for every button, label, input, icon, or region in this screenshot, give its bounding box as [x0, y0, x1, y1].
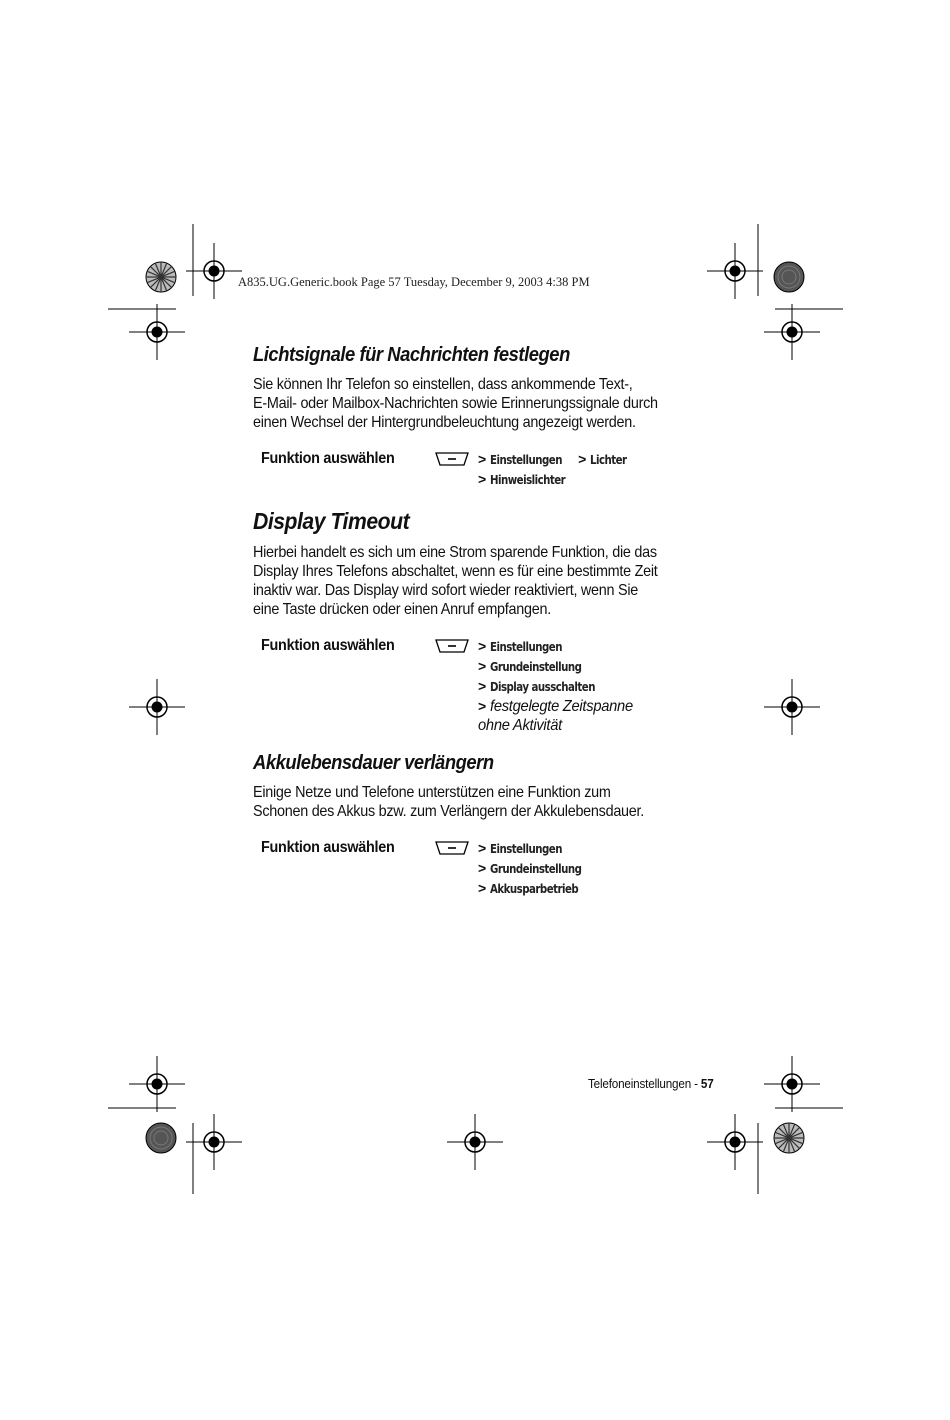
footer-section: Telefoneinstellungen - [588, 1076, 702, 1091]
menu-item-einstellungen: Einstellungen [489, 842, 562, 856]
print-header: A835.UG.Generic.book Page 57 Tuesday, December 9, 2003 4:38 PM [238, 275, 590, 289]
function-path [253, 450, 723, 487]
section-heading: Akkulebensdauer verlängern [253, 752, 494, 774]
section-heading: Lichtsignale für Nachrichten festlegen [253, 344, 570, 366]
path-step: > Akkusparbetrieb [478, 879, 597, 899]
menu-item-akkusparbetrieb: Akkusparbetrieb [489, 882, 579, 896]
function-path [253, 839, 723, 896]
section-body: Hierbei handelt es sich um eine Strom sparende Funktion, die das Display Ihres Telefons abschaltet, wenn es für eine bestimmte Zeit inaktiv war. Das Display wird sofort wieder reaktiviert, wenn Sie eine Taste drücken oder einen Anruf empfangen. [253, 544, 658, 618]
section-heading: Display Timeout [253, 508, 410, 534]
page-number: 57 [701, 1076, 714, 1091]
path-step: > Einstellungen > Lichter [478, 450, 633, 470]
path-step: > Grundeinstellung [478, 657, 645, 677]
menu-item-grundeinstellung: Grundeinstellung [489, 660, 582, 674]
menu-key-icon [435, 452, 469, 466]
path-step: > Display ausschalten [478, 677, 645, 697]
menu-item-hinweislichter: Hinweislichter [489, 473, 566, 487]
section-lichtsignale [253, 344, 723, 487]
option-ohne-aktivitaet: ohne Aktivität [478, 717, 562, 734]
function-path [253, 637, 723, 734]
function-label: Funktion auswählen [261, 637, 395, 654]
function-label: Funktion auswählen [261, 839, 395, 856]
function-label: Funktion auswählen [261, 450, 395, 467]
section-body: Einige Netze und Telefone unterstützen eine Funktion zum Schonen des Akkus bzw. zum Verlängern der Akkulebensdauer. [253, 784, 645, 820]
option-zeitspanne: festgelegte Zeitspanne [489, 698, 633, 715]
path-step: > festgelegte Zeitspanne [478, 698, 633, 715]
path-step: > Einstellungen [478, 637, 645, 657]
menu-item-einstellungen: Einstellungen [489, 640, 562, 654]
section-display-timeout [253, 508, 723, 734]
menu-key-icon [435, 841, 469, 855]
path-step: > Hinweislichter [478, 470, 633, 490]
menu-item-display-ausschalten: Display ausschalten [489, 680, 595, 694]
section-akkulebensdauer [253, 752, 723, 896]
path-step: > Grundeinstellung [478, 859, 597, 879]
menu-item-lichter: Lichter [589, 453, 627, 467]
path-step [478, 716, 645, 735]
path-step: > Einstellungen [478, 839, 597, 859]
menu-item-einstellungen: Einstellungen [489, 453, 562, 467]
menu-key-icon [435, 639, 469, 653]
section-body: Sie können Ihr Telefon so einstellen, dass ankommende Text-, E-Mail- oder Mailbox-Nachrichten sowie Erinnerungssignale durch einen Wechsel der Hintergrundbeleuchtung angezeigt werden. [253, 376, 658, 431]
menu-item-grundeinstellung: Grundeinstellung [489, 862, 582, 876]
page-footer [588, 1076, 714, 1091]
